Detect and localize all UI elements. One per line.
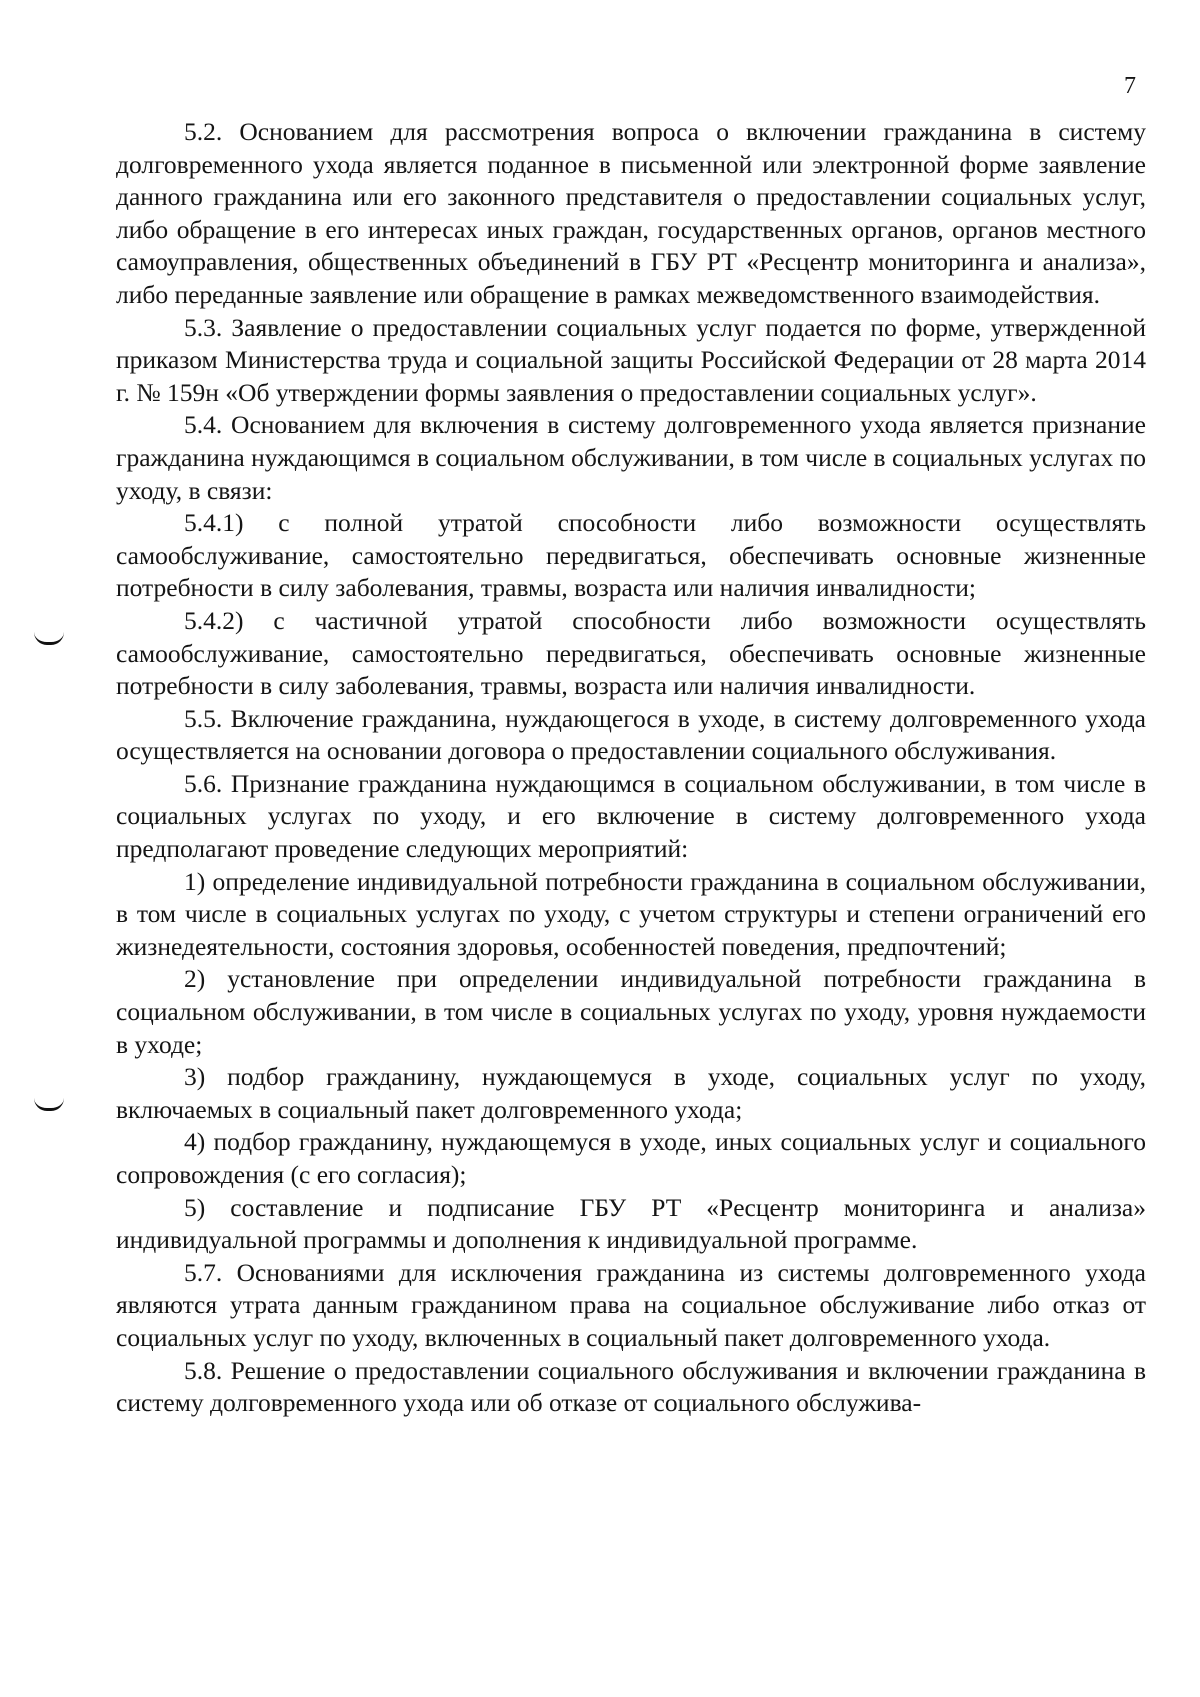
paragraph-5-4: 5.4. Основанием для включения в систему долговременного ухода является признание гражданина нуждающимся в социальном обслуживании, в том числе в социальных услугах по уходу, в связи: bbox=[116, 410, 1146, 505]
paragraph-5-5: 5.5. Включение гражданина, нуждающегося в уходе, в систему долговременного ухода осуществляется на основании договора о предоставлении социального обслуживания. bbox=[116, 703, 1146, 766]
list-item-2: 2) установление при определении индивидуальной потребности гражданина в социальном обслуживании, в том числе в социальных услугах по уходу, уровня нуждаемости в уходе; bbox=[116, 964, 1146, 1059]
list-item-5: 5) составление и подписание ГБУ РТ «Рeсцентр мониторинга и анализа» индивидуальной программы и дополнения к индивидуальной программе. bbox=[116, 1192, 1146, 1255]
paragraph-5-7: 5.7. Основаниями для исключения гражданина из системы долговременного ухода являются утрата данным гражданином права на социальное обслуживание либо отказ от социальных услуг по уходу, включенных в социальный пакет долговременного ухода. bbox=[116, 1257, 1146, 1352]
list-item-4: 4) подбор гражданину, нуждающемуся в уходе, иных социальных услуг и социального сопровождения (с его согласия); bbox=[116, 1127, 1146, 1189]
paragraph-5-2: 5.2. Основанием для рассмотрения вопроса о включении гражданина в систему долговременного ухода является поданное в письменной или электронной форме заявление данного гражданина или его законного представителя о предоставлении социальных услуг, либо обращение в его интересах иных граждан, государственных органов, органов местного самоуправления, общественных объединений в ГБУ РТ «Рeсцентр мониторинга и анализа», либо переданные заявление или обращение в рамках межведомственного взаимодействия. bbox=[116, 117, 1146, 309]
document-body bbox=[116, 116, 1146, 1420]
margin-scan-mark bbox=[34, 1098, 64, 1111]
paragraph-5-8: 5.8. Решение о предоставлении социального обслуживания и включении гражданина в систему долговременного ухода или об отказе от социального обслужива- bbox=[116, 1355, 1146, 1418]
paragraph-5-4-2: 5.4.2) с частичной утратой способности либо возможности осуществлять самообслуживание, самостоятельно передвигаться, обеспечивать основные жизненные потребности в силу заболевания, травмы, возраста или наличия инвалидности. bbox=[116, 605, 1146, 701]
list-item-3: 3) подбор гражданину, нуждающемуся в уходе, социальных услуг по уходу, включаемых в социальный пакет долговременного ухода; bbox=[116, 1062, 1146, 1124]
page-number: 7 bbox=[1124, 73, 1136, 99]
paragraph-5-3: 5.3. Заявление о предоставлении социальных услуг подается по форме, утвержденной приказом Министерства труда и социальной защиты Российской Федерации от 28 марта 2014 г. № 159н «Об утверждении формы заявления о предоставлении социальных услуг». bbox=[116, 312, 1146, 407]
list-item-1: 1) определение индивидуальной потребности гражданина в социальном обслуживании, в том числе в социальных услугах по уходу, с учетом структуры и степени ограничений его жизнедеятельности, состояния здоровья, особенностей поведения, предпочтений; bbox=[116, 866, 1146, 961]
margin-scan-mark bbox=[34, 632, 64, 645]
paragraph-5-6: 5.6. Признание гражданина нуждающимся в социальном обслуживании, в том числе в социальных услугах по уходу, и его включение в систему долговременного ухода предполагают проведение следующих мероприятий: bbox=[116, 768, 1146, 864]
paragraph-5-4-1: 5.4.1) с полной утратой способности либо возможности осуществлять самообслуживание, самостоятельно передвигаться, обеспечивать основные жизненные потребности в силу заболевания, травмы, возраста или наличия инвалидности; bbox=[116, 508, 1146, 603]
